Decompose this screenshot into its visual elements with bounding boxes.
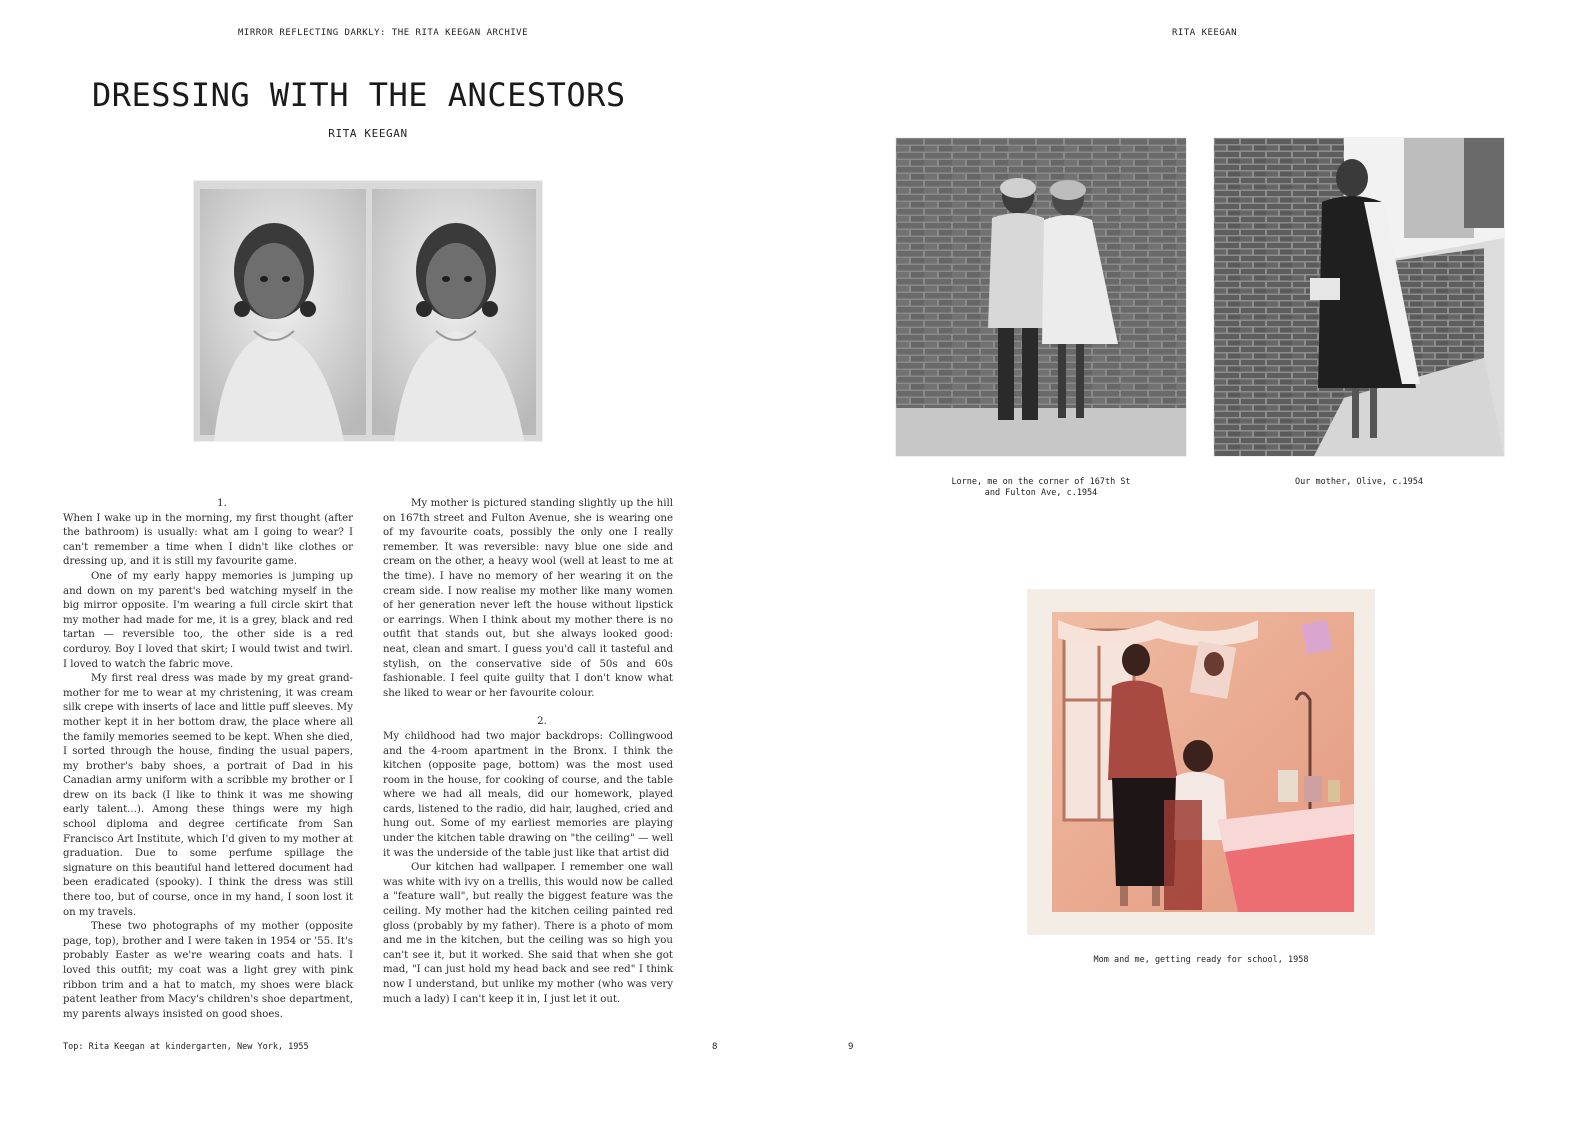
section-1-paragraph-4: These two photographs of my mother (opposite page, top), brother and I were taken in 1954 or '55. It's probably Easter as we're wearing coats and hats. I loved this outfit; my coat was a light grey with pink ribbon trim and a hat to match, my shoes were black patent leather from Macy's children's shoe department, my parents always insisted on good shoes.	[63, 921, 353, 1020]
section-2-paragraph-2: Our kitchen had wallpaper. I remember one wall was white with ivy on a trellis, this would now be called a "feature wall", but really the biggest feature was the ceiling. My mother had the kitchen ceiling painted red gloss (probably by my father). There is a photo of mom and me in the kitchen, but the ceiling was so high you can't see it, but it worked. She said that when she got mad, "I can just hold my head back and see red" I think now I understand, but unlike my mother (who was very much a lady) I can't keep it in, I just let it out.	[383, 862, 673, 1005]
column-2-paragraph-1: My mother is pictured standing slightly up the hill on 167th street and Fulton Avenue, she is wearing one of my favourite coats, possibly the only one I really remember. It was reversible: navy blue one side and cream on the other, a heavy wool (well at least to me at the time). I have no memory of her wearing it on the cream side. I now realise my mother like many women of her generation never left the house without lipstick or earrings. When I think about my mother there is no outfit that stands out, but she always looked good: neat, clean and smart. I guess you'd call it tasteful and stylish, on the conservative side of 50s and 60s fashionable. I feel quite guilty that I don't know what she liked to wear or her favourite colour.	[383, 498, 673, 699]
photo-footnote: Top: Rita Keegan at kindergarten, New York, 1955	[63, 1042, 309, 1052]
caption-children-photo: Lorne, me on the corner of 167th St and Fulton Ave, c.1954	[951, 477, 1131, 498]
kitchen-color-photo	[1028, 590, 1374, 934]
text-column-1	[63, 497, 353, 1022]
text-column-2	[383, 497, 673, 1007]
section-1-paragraph-2: One of my early happy memories is jumping up and down on my parent's bed watching myself in the big mirror opposite. I'm wearing a full circle skirt that my mother had made for me, it is a grey, black and red tartan — reversible too, the other side is a red corduroy. Boy I loved that skirt; I would twist and twirl. I loved to watch the fabric move.	[63, 570, 353, 670]
children-brick-wall-photo	[896, 138, 1186, 456]
article-title: DRESSING WITH THE ANCESTORS	[92, 76, 626, 114]
page-number-left: 8	[712, 1042, 718, 1052]
caption-mother-photo: Our mother, Olive, c.1954	[1295, 477, 1423, 487]
section-1-number: 1.	[217, 498, 227, 509]
section-1-paragraph-3: My first real dress was made by my great grand-mother for me to wear at my christening, it was cream silk crepe with inserts of lace and little puff sleeves. My mother kept it in her bottom draw, the place where all the family memories seemed to be kept. When she died, I sorted through the house, finding the usual papers, my brother's baby shoes, a portrait of Dad in his Canadian army uniform with a scribble my brother or I drew on its back (I like to think it was me showing early talent...). Among these things were my high school diploma and degree certificate from San Francisco Art Institute, which I'd given to my mother at graduation. Due to some perfume spillage the signature on this beautiful hand lettered document had been eradicated (spooky). I think the dress was still there too, but of course, once in my hand, I soon lost it on my travels.	[63, 673, 353, 918]
right-page	[794, 0, 1588, 1123]
page-number-right: 9	[848, 1042, 854, 1052]
caption-kitchen-photo: Mom and me, getting ready for school, 1958	[1093, 955, 1309, 965]
section-2-number: 2.	[537, 716, 547, 728]
kindergarten-photo	[194, 181, 542, 441]
section-2-paragraph-1: My childhood had two major backdrops: Collingwood and the 4-room apartment in the Bronx. I think the kitchen (opposite page, bottom) was the most used room in the house, for cooking of course, and the table where we had all meals, did our homework, played cards, listened to the radio, did hair, laughed, cried and hung out. Some of my earliest memories are playing under the kitchen table drawing on "the ceiling" — well it was the underside of the table just like that artist did	[383, 730, 673, 859]
mother-olive-photo	[1214, 138, 1504, 456]
section-1-paragraph-1: When I wake up in the morning, my first thought (after the bathroom) is usually: what am I going to wear? I can't remember a time when I didn't like clothes or dressing up, and it is still my favourite game.	[63, 512, 353, 568]
author-byline: RITA KEEGAN	[328, 127, 408, 140]
running-head-left: MIRROR REFLECTING DARKLY: THE RITA KEEGAN ARCHIVE	[238, 28, 529, 38]
running-head-right: RITA KEEGAN	[1172, 28, 1238, 38]
